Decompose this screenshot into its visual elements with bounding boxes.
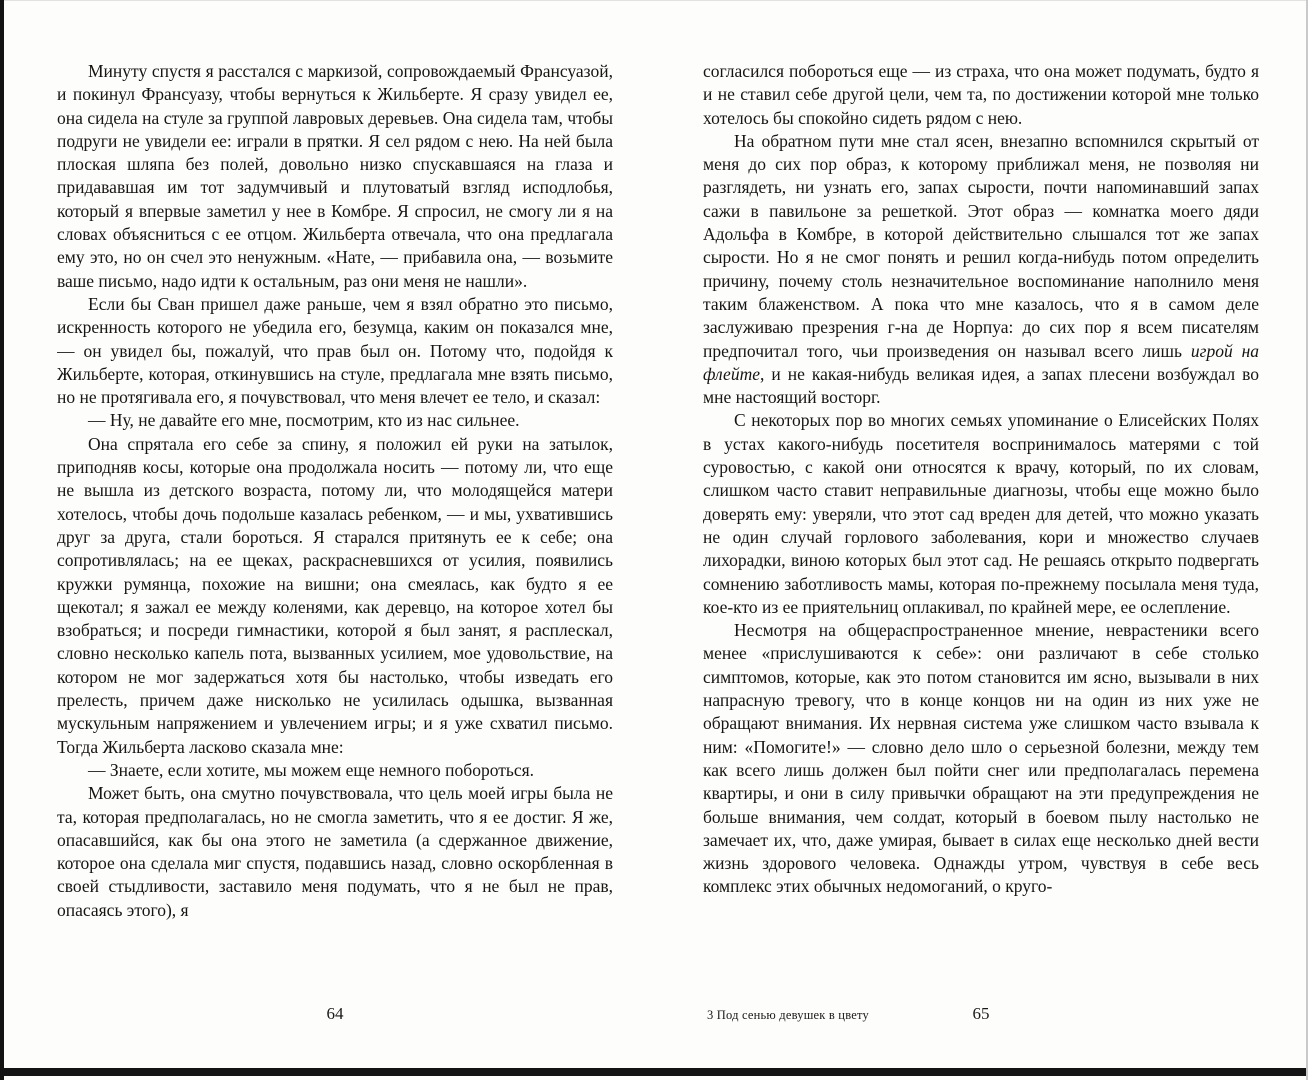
text-run: , и не какая-нибудь великая идея, а запах плесени возбуждал во мне настоящий восторг. <box>703 363 1259 408</box>
text-run: — Знаете, если хотите, мы можем еще немного побороться. <box>88 759 535 780</box>
paragraph <box>703 130 1259 410</box>
text-run: Несмотря на общераспространенное мнение, неврастеники всего менее «прислушиваются к себе»: они различают в себе столько симптомов, которые, как это потом становится им ясно, вызывали в них напрасную тревогу, что в конце концов ни на один из них уже не обращают внимания. Их нервная система уже слишком часто взывала к ним: «Помогите!» — словно дело шло о серьезной болезни, между тем как всего лишь должен был пойти снег или предполагалась перемена квартиры, и они в силу привычки обращают на эти предупреждения не больше внимания, чем солдат, который в боевом пылу настолько не замечает их, что, даже умирая, бывает в силах еще несколько дней вести жизнь здорового человека. Однажды утром, чувствуя в себе весь комплекс этих обычных недомоганий, о круго- <box>703 620 1259 897</box>
paragraph <box>57 293 613 409</box>
page-number-left: 64 <box>326 1004 344 1023</box>
italic-text-run: игрой на флейте <box>703 340 1259 384</box>
scan-edge-top <box>0 0 1308 1</box>
left-page-text <box>57 60 613 1002</box>
scan-edge-bottom <box>0 1068 1308 1076</box>
paragraph <box>57 409 613 432</box>
paragraph <box>57 60 613 293</box>
text-run: Минуту спустя я расстался с маркизой, сопровождаемый Франсуазой, и покинул Франсуазу, чтобы вернуться к Жильберте. Я сразу увидел ее, она сидела на стуле за группой лавровых деревьев. Она сидела там, чтобы подруги не увидели ее: играли в прятки. Я сел рядом с нею. На ней была плоская шляпа без полей, довольно низко спускавшаяся на глаза и придававшая им тот задумчивый и плутоватый взгляд исподлобья, который я впервые заметил у нее в Комбре. Я спросил, не смогу ли я на словах объясниться с ее отцом. Жильберта отвечала, что она предлагала ему это, но он счел это ненужным. «Нате, — прибавила она, — возьмите ваше письмо, надо идти к остальным, раз они меня не нашли». <box>57 61 613 291</box>
text-run: С некоторых пор во многих семьях упоминание о Елисейских Полях в устах какого-нибудь посетителя воспринималось матерями с той суровостью, с какой они относятся к врачу, который, по их словам, слишком часто ставит неправильные диагнозы, чтобы еще можно было доверять ему: уверяли, что этот сад вреден для детей, что можно указать не один случай горлового заболевания, кори и множество случаев лихорадки, виною которых был этот сад. Не решаясь открыто подвергать сомнению заботливость мамы, которая по-прежнему посылала меня туда, кое-кто из ее приятельниц оплакивал, по крайней мере, ее ослепление. <box>703 410 1259 617</box>
paragraph <box>57 759 613 782</box>
text-run: согласился побороться еще — из страха, что она может подумать, будто я и не ставил себе другой цели, чем та, по достижении которой мне только хотелось бы спокойно сидеть рядом с нею. <box>703 61 1259 128</box>
text-run: Если бы Сван пришел даже раньше, чем я взял обратно это письмо, искренность которого не убедила его, безумца, каким он показался мне, — он увидел бы, пожалуй, что прав был он. Потому что, подойдя к Жильберте, которая, откинувшись на стуле, предлагала мне взять письмо, но не протягивала его, я почувствовал, что меня влечет ее тело, и сказал: <box>57 293 613 408</box>
paragraph <box>703 619 1259 899</box>
left-page-footer <box>57 1004 613 1030</box>
page-number-right: 65 <box>972 1004 990 1023</box>
text-run: Может быть, она смутно почувствовала, что цель моей игры была не та, которая предполагалась, но не смогла заметить, что я ее достиг. Я же, опасавшийся, как бы она этого не заметила (а сдержанное движение, которое она сделала миг спустя, подавшись назад, словно оскорбленная в своей стыдливости, заставило меня подумать, что я не был не прав, опасаясь этого), я <box>57 783 613 920</box>
paragraph <box>703 409 1259 619</box>
right-page-text <box>703 60 1259 1002</box>
scan-edge-left <box>0 0 4 1080</box>
text-run: На обратном пути мне стал ясен, внезапно вспомнился скрытый от меня до сих пор образ, к которому приближал меня, не позволяя ни разглядеть, ни узнать его, запах сырости, почти напоминавший запах сажи в павильоне за решеткой. Этот образ — комнатка моего дяди Адольфа в Комбре, в которой действительно слышался тот же запах сырости. Но я не смог понять и решил когда-нибудь потом определить причину, почему столь незначительное воспоминание наполнило меня таким блаженством. А пока что мне казалось, что я в самом деле заслуживаю презрения г-на де Норпуа: до сих пор я всем писателям предпочитал того, чьи произведения он называл всего лишь <box>703 130 1259 361</box>
text-run: Она спрятала его себе за спину, я положил ей руки на затылок, приподняв косы, которые она продолжала носить — потому ли, что еще не вышла из детского возраста, потому ли, что молодящейся матери хотелось, чтобы дочь подольше казалась ребенком, — и мы, ухватившись друг за друга, стали бороться. Я старался притянуть ее к себе; она сопротивлялась; на ее щеках, раскрасневшихся от усилия, появились кружки румянца, похожие на вишни; она смеялась, как будто я ее щекотал; я зажал ее между коленями, как деревцо, на которое хотел бы взобраться; и посреди гимнастики, которой я был занят, я расплескал, словно несколько капель пота, вызванных усилием, мое удовольствие, на котором не мог задержаться хотя бы настолько, чтобы изведать его прелесть, причем даже нисколько не усилилась одышка, вызванная мускульным напряжением и увлечением игры; и я уже схватил письмо. Тогда Жильберта ласково сказала мне: <box>57 433 613 757</box>
right-page-footer <box>703 1004 1259 1030</box>
printers-signature-mark: 3 Под сенью девушек в цвету <box>707 1008 869 1022</box>
text-run: — Ну, не давайте его мне, посмотрим, кто из нас сильнее. <box>88 410 520 431</box>
paragraph <box>57 433 613 759</box>
paragraph <box>57 782 613 922</box>
paragraph <box>703 60 1259 130</box>
